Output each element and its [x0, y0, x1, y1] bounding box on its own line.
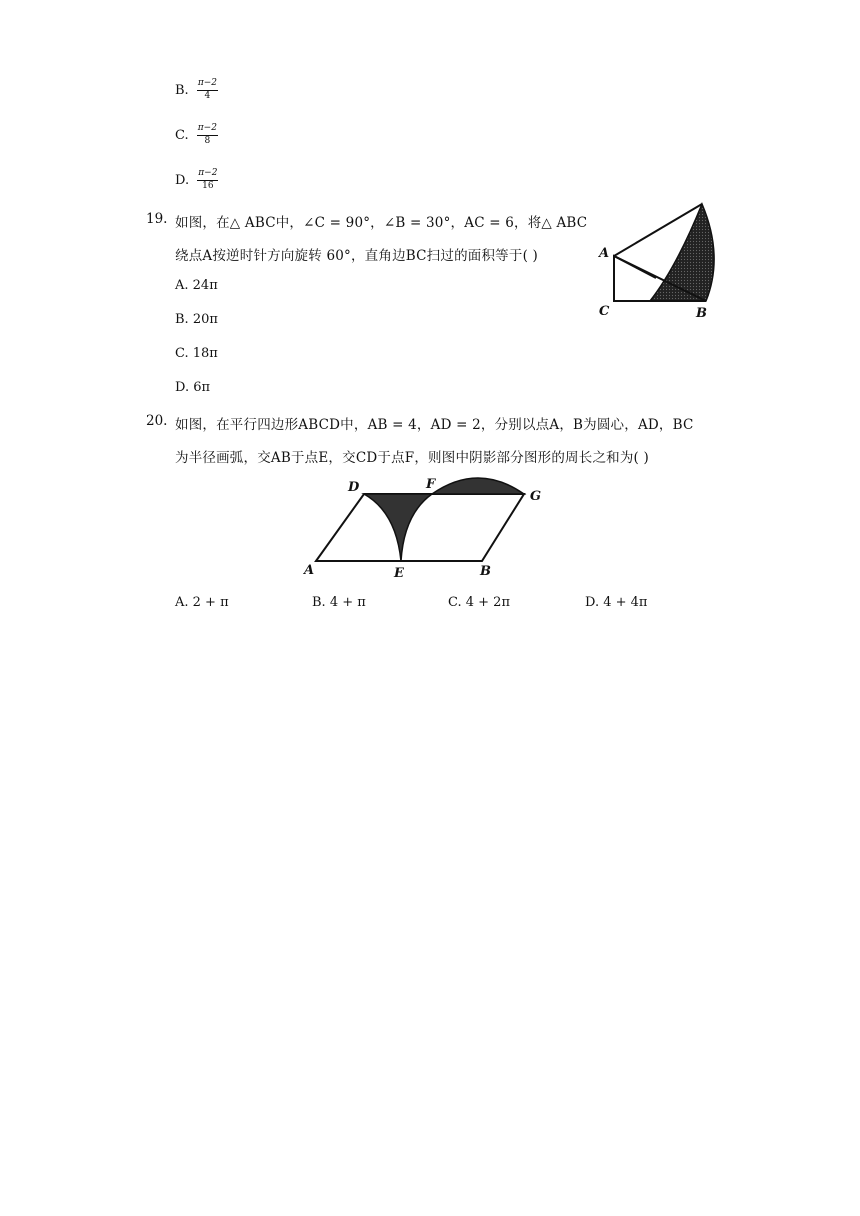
q20-option-d: D. 4 + 4π [585, 595, 648, 610]
q19-number: 19. [146, 211, 168, 227]
q20-option-b: B. 4 + π [312, 595, 366, 610]
q19-option-d: D. 6π [175, 380, 211, 395]
option-letter: B. [175, 82, 189, 98]
label-c: C [599, 304, 610, 319]
q19-option-a: A. 24π [175, 278, 218, 293]
option-letter: C. [175, 127, 189, 143]
q18-option-b [175, 79, 218, 102]
fraction [197, 169, 218, 192]
q18-option-c [175, 124, 218, 147]
q20-number: 20. [146, 413, 168, 429]
fraction-denominator: 4 [204, 90, 211, 101]
fraction-numerator: π−2 [197, 124, 218, 136]
q19-text-line2: 绕点A按逆时针方向旋转 60°，直角边BC扫过的面积等于( ) [175, 248, 538, 264]
q20-text-line1: 如图，在平行四边形ABCD中，AB = 4，AD = 2，分别以点A，B为圆心，AD，BC [175, 417, 694, 433]
q19-option-b: B. 20π [175, 312, 218, 327]
option-letter: D. [175, 172, 190, 188]
fraction-numerator: π−2 [197, 169, 218, 181]
q18-option-d [175, 169, 218, 192]
rotated-edge-ac [614, 256, 656, 278]
fraction [197, 79, 218, 102]
fraction-numerator: π−2 [197, 79, 218, 91]
fraction-denominator: 16 [202, 180, 214, 191]
label-g: G [530, 489, 542, 504]
label-e: E [394, 566, 404, 581]
label-d: D [348, 480, 360, 495]
q19-option-c: C. 18π [175, 346, 218, 361]
label-a: A [599, 246, 610, 261]
q20-option-c: C. 4 + 2π [448, 595, 510, 610]
label-f: F [426, 477, 436, 492]
fraction [197, 124, 218, 147]
shaded-region-left [364, 494, 432, 561]
q20-text-line2: 为半径画弧，交AB于点E，交CD于点F，则图中阴影部分图形的周长之和为( ) [175, 450, 649, 466]
shaded-region-right [432, 478, 524, 494]
q19-text-line1: 如图，在△ ABC中，∠C = 90°，∠B = 30°，AC = 6，将△ ABC [175, 215, 588, 231]
label-b: B [696, 306, 707, 321]
label-b: B [480, 564, 491, 579]
fraction-denominator: 8 [204, 135, 211, 146]
shaded-region [650, 204, 714, 301]
q20-figure [300, 474, 550, 582]
label-a: A [304, 563, 315, 578]
q19-figure [596, 198, 726, 322]
q20-option-a: A. 2 + π [175, 595, 229, 610]
